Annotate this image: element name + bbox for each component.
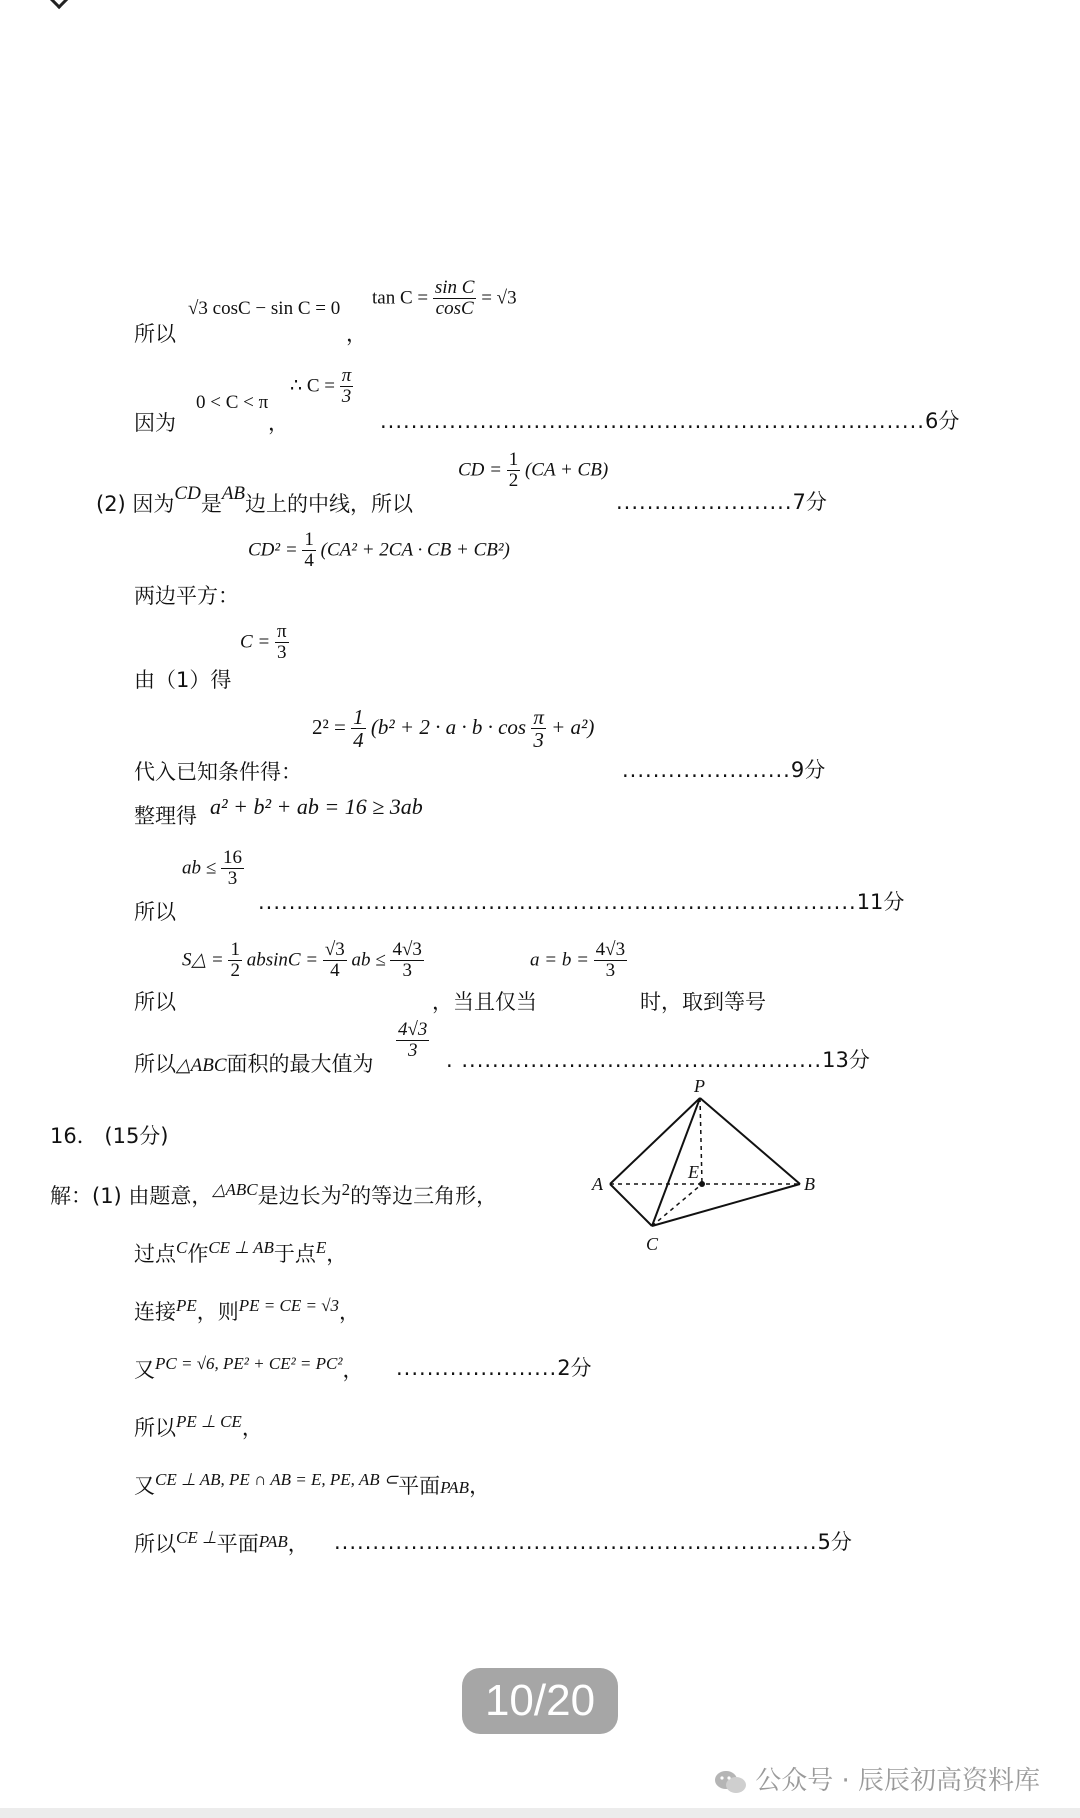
score-11: ..............................................................................11分 [258,890,905,914]
point-e [699,1181,705,1187]
solution-step-6: 又$^{CE \perp AB, PE \cap AB = E, PE, AB \subset}$平面PAB， [134,1470,491,1498]
wechat-icon [713,1769,747,1795]
solution-step-2: 过点$^C$作$^{CE \perp AB}$于点$^E$， [134,1238,348,1266]
equation-area: S△ = $\frac{1}{2}$ absinC = $\frac{√3}{4}$ ab ≤ $\frac{4√3}{3}$ [182,939,422,981]
pyramid-figure [590,1080,830,1260]
solution-step-3: 连接$^{PE}$，则$^{PE = CE = √3}$， [134,1296,361,1324]
page-indicator: 10/20 [462,1668,618,1734]
comma: ， [268,411,289,435]
question-16-title: 16． (15分) [50,1124,169,1148]
equation-max-value: $\frac{4√3}{3}$ [398,1019,428,1061]
equation-cd-squared: CD² = $\frac{1}{4}$ (CA² + 2CA · CB + CB²) [248,529,510,571]
solution-step-4: 又$^{PC = √6, PE^2 + CE^2 = PC^2}$， [134,1354,364,1382]
comma: ， [346,322,367,346]
text-max-area: 所以△ABC面积的最大值为 [134,1052,374,1076]
score-2: .....................2分 [396,1356,592,1380]
text-from-1: 由（1）得 [134,668,232,692]
score-9: ......................9分 [622,758,826,782]
equation-tanc: tan C = $\frac{\text{sin C}}{\cos C}$ = √3 [372,277,517,319]
equation-a-eq-b: a = b = $\frac{4√3}{3}$ [530,939,626,981]
label-c: C [646,1234,659,1254]
text-iff: ，当且仅当 [432,990,537,1014]
edge-ac [610,1184,652,1226]
solution-step-7: 所以$^{CE \perp}$平面PAB， [134,1528,309,1556]
equation-substitute: 2² = $\frac{1}{4}$ (b² + 2 · a · b · cos $\frac{\pi}{3}$ + a²) [312,705,595,753]
label-b: B [804,1174,815,1194]
equation-c-range: 0 < C < π [196,392,269,413]
score-5: ...............................................................5分 [334,1530,852,1554]
equation-c-eq: C = $\frac{\pi}{3}$ [240,621,287,663]
solution-step-5: 所以$^{PE \perp CE}$， [134,1412,263,1440]
text-suoyi-3: 所以 [134,990,176,1014]
edge-pe-hidden [700,1098,702,1184]
equation-sqrt3cos: √3 cosC − sin C = 0 [188,298,341,319]
score-7: .......................7分 [616,490,827,514]
edge-pa [610,1098,700,1184]
equation-cd-median: CD = $\frac{1}{2}$ (CA + CB) [458,449,609,491]
text-suoyi-2: 所以 [134,900,176,924]
equation-c-pi3: ∴ C = $\frac{\pi}{3}$ [290,365,352,407]
solution-step-1: 解：(1) 由题意，$^{\triangle ABC}$是边长为$^2$的等边三角形， [50,1180,498,1208]
equation-simplify: a² + b² + ab = 16 ≥ 3ab [210,794,423,819]
label-p: P [694,1080,705,1096]
text-part2: (2) 因为CD是AB边上的中线，所以 [96,483,414,516]
score-6: .......................................................................6分 [380,409,960,433]
text-equality: 时，取到等号 [640,990,766,1014]
equation-ab-bound: ab ≤ $\frac{16}{3}$ [182,847,242,889]
text-substitute: 代入已知条件得： [134,760,302,784]
watermark-text: 公众号 · 辰辰初高资料库 [755,1766,1040,1796]
edge-cb [652,1184,800,1226]
score-13: . ...............................................13分 [446,1048,870,1072]
edge-pb [700,1098,800,1184]
text-simplify: 整理得 [134,804,197,828]
label-a: A [592,1174,603,1194]
text-suoyi-1: 所以 [134,322,176,346]
back-chevron-icon[interactable] [50,0,71,9]
text-yinwei: 因为 [134,411,176,435]
bottom-bar [0,1808,1080,1818]
text-square-both: 两边平方： [134,584,239,608]
label-e: E [688,1162,699,1182]
watermark [713,1760,1040,1797]
